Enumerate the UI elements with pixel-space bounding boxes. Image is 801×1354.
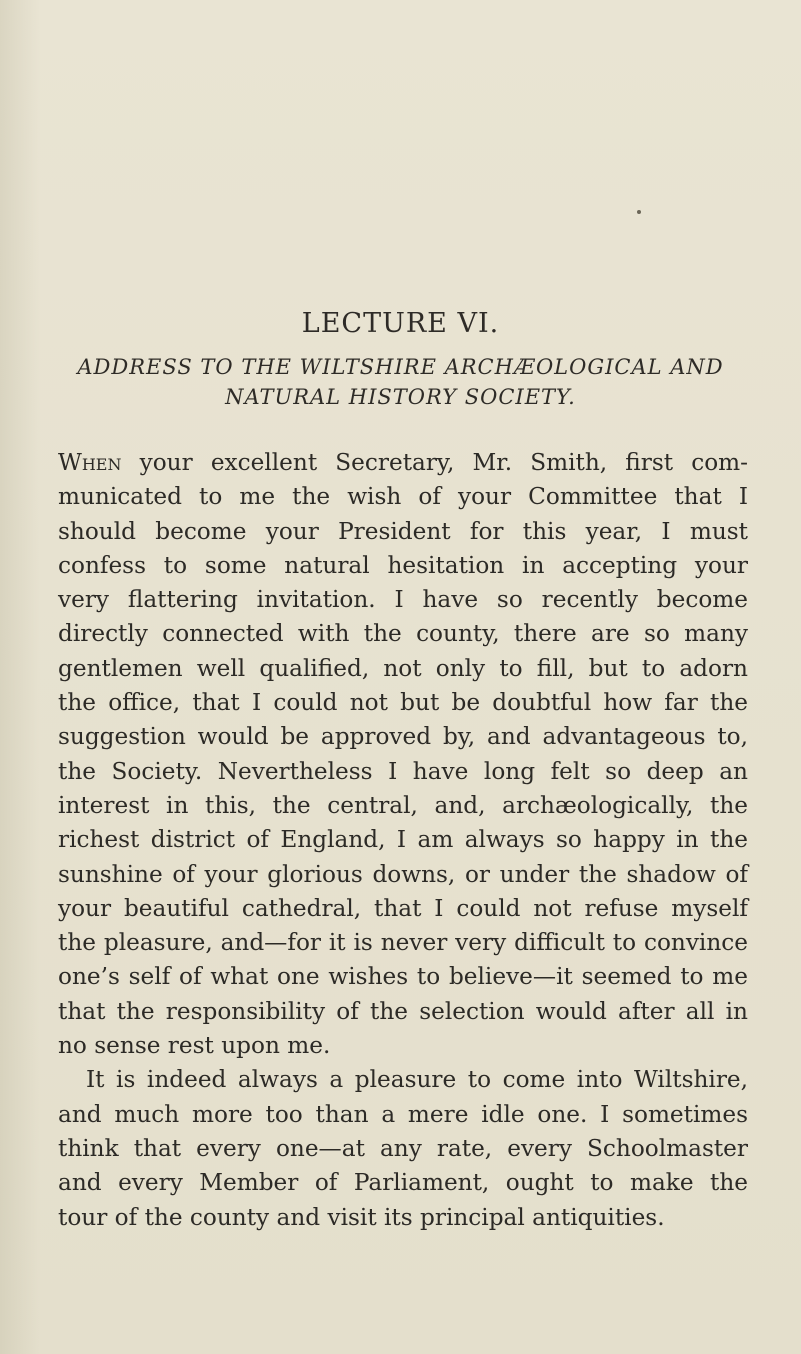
paragraph-1-line: gentlemen well qualified, not only to fill, but to adorn	[58, 654, 748, 682]
paragraph-1-line: sunshine of your glorious downs, or under the shadow of	[58, 860, 748, 888]
paragraph-1-line: that the responsibility of the selection would after all in	[58, 997, 748, 1025]
paragraph-1-line: the Society. Nevertheless I have long felt so deep an	[58, 757, 748, 785]
paragraph-1-line: interest in this, the central, and, archæologically, the	[58, 791, 748, 819]
paragraph-2-line: It is indeed always a pleasure to come into Wiltshire,	[86, 1066, 748, 1094]
subtitle-line-1: ADDRESS TO THE WILTSHIRE ARCHÆOLOGICAL AND	[77, 355, 724, 379]
paragraph-1-line: richest district of England, I am always so happy in the	[58, 826, 748, 854]
paragraph-1-line: the office, that I could not but be doubtful how far the	[58, 689, 748, 717]
paragraph-1-line: confess to some natural hesitation in accepting your	[58, 551, 748, 579]
paragraph-2-line: think that every one—at any rate, every Schoolmaster	[58, 1134, 748, 1162]
ink-speck	[637, 210, 641, 214]
paragraph-2-line: and every Member of Parliament, ought to make the	[58, 1169, 748, 1197]
paragraph-1-line: one’s self of what one wishes to believe—it seemed to me	[58, 963, 748, 991]
paragraph-2-line: and much more too than a mere idle one. I sometimes	[58, 1100, 748, 1128]
lecture-heading: LECTURE VI.	[301, 308, 500, 339]
paragraph-1-line: suggestion would be approved by, and advantageous to,	[58, 723, 748, 751]
paragraph-1-last-line: no sense rest upon me.	[58, 1032, 331, 1060]
paragraph-1-first-word: When	[58, 449, 122, 476]
paragraph-1-line: municated to me the wish of your Committee that I	[58, 483, 748, 511]
paragraph-1-line-1: When your excellent Secretary, Mr. Smith, first com-	[58, 449, 748, 476]
paragraph-2-last-line: tour of the county and visit its principal antiquities.	[58, 1203, 665, 1231]
paragraph-1-line: directly connected with the county, there are so many	[58, 620, 748, 648]
paragraph-1-line: your beautiful cathedral, that I could not refuse myself	[58, 894, 748, 922]
paragraph-1-line: very flattering invitation. I have so recently become	[58, 586, 748, 614]
paragraph-1-line: should become your President for this year, I must	[58, 517, 748, 545]
body-text	[58, 446, 748, 1235]
paragraph-1-line: the pleasure, and—for it is never very difficult to convince	[58, 929, 748, 957]
subtitle-line-2: NATURAL HISTORY SOCIETY.	[225, 385, 576, 409]
